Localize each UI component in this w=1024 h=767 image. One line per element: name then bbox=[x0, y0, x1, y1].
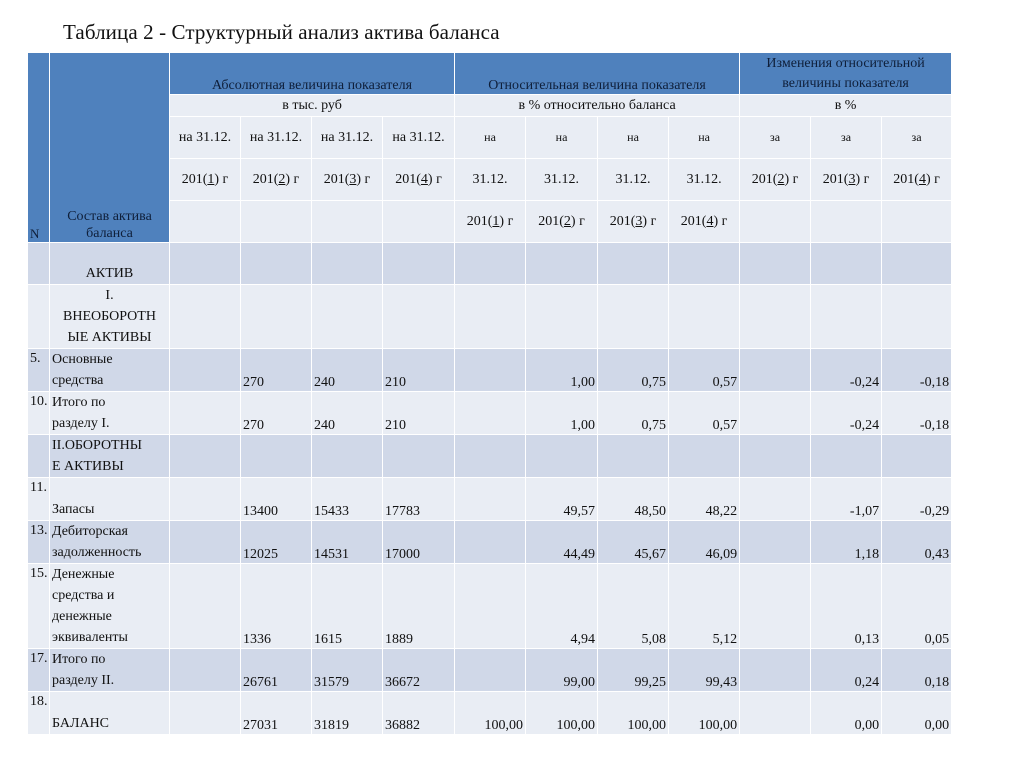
table-row bbox=[28, 692, 952, 735]
abs-year-1 bbox=[170, 159, 241, 201]
chg-year-text-2-num: 3 bbox=[848, 171, 856, 187]
value-cell bbox=[740, 243, 811, 285]
value-cell bbox=[455, 478, 526, 521]
value-cell: -0,18 bbox=[882, 349, 952, 392]
rel-date-2: 31.12. bbox=[526, 159, 598, 201]
rel-year-text-4-num: 4 bbox=[706, 213, 714, 229]
row-label bbox=[50, 349, 170, 392]
row-label-line: Дебиторская bbox=[52, 524, 128, 539]
value-cell bbox=[740, 478, 811, 521]
chg-year-3 bbox=[882, 159, 952, 201]
value-cell bbox=[740, 564, 811, 649]
value-cell bbox=[740, 349, 811, 392]
name-header: Состав актива баланса bbox=[50, 53, 170, 243]
value-cell: 99,00 bbox=[526, 649, 598, 692]
value-cell: 1889 bbox=[383, 564, 455, 649]
value-cell: 36882 bbox=[383, 692, 455, 735]
value-cell: 100,00 bbox=[526, 692, 598, 735]
row-label-line: средства bbox=[52, 373, 104, 388]
value-cell: 12025 bbox=[241, 521, 312, 564]
value-cell bbox=[455, 392, 526, 435]
row-number: 5. bbox=[28, 349, 50, 392]
abs-year-text-2: 201(2) г bbox=[252, 171, 300, 187]
row-number bbox=[28, 243, 50, 285]
value-cell bbox=[383, 243, 455, 285]
value-cell: 0,57 bbox=[669, 349, 740, 392]
value-cell bbox=[455, 285, 526, 349]
row-label-line: БАЛАНС bbox=[52, 716, 110, 731]
value-cell bbox=[740, 392, 811, 435]
chg-period-label-2: за bbox=[811, 117, 882, 159]
abs-year-text-1: 201(1) г bbox=[181, 171, 229, 187]
value-cell bbox=[811, 285, 882, 349]
value-cell bbox=[740, 285, 811, 349]
abs-year-text-4-num: 4 bbox=[420, 171, 428, 187]
table-row bbox=[28, 349, 952, 392]
value-cell bbox=[740, 435, 811, 478]
table-row bbox=[28, 649, 952, 692]
abs-date-label-2: на 31.12. bbox=[241, 117, 312, 159]
value-cell: 1615 bbox=[312, 564, 383, 649]
table-row bbox=[28, 392, 952, 435]
value-cell: 44,49 bbox=[526, 521, 598, 564]
value-cell: 99,43 bbox=[669, 649, 740, 692]
value-cell: 240 bbox=[312, 392, 383, 435]
rel-group-header: Относительная величина показателя bbox=[455, 53, 740, 95]
abs-year-text-1-num: 1 bbox=[207, 171, 215, 187]
abs-date-label-4: на 31.12. bbox=[383, 117, 455, 159]
rel-date-1: 31.12. bbox=[455, 159, 526, 201]
row-label-line: Запасы bbox=[52, 502, 95, 517]
abs-year-2 bbox=[241, 159, 312, 201]
value-cell: 4,94 bbox=[526, 564, 598, 649]
value-cell: 0,75 bbox=[598, 392, 669, 435]
row-label-line: разделу II. bbox=[52, 673, 115, 688]
value-cell bbox=[170, 692, 241, 735]
row-label-line: Итого по bbox=[52, 395, 106, 410]
row-label-line: средства и bbox=[52, 588, 115, 603]
value-cell bbox=[669, 243, 740, 285]
chg-blank-1 bbox=[740, 201, 811, 243]
value-cell bbox=[598, 285, 669, 349]
row-label bbox=[50, 243, 170, 285]
abs-date-label-1: на 31.12. bbox=[170, 117, 241, 159]
value-cell: 0,00 bbox=[882, 692, 952, 735]
chg-period-label-1: за bbox=[740, 117, 811, 159]
value-cell: 1336 bbox=[241, 564, 312, 649]
value-cell bbox=[526, 285, 598, 349]
value-cell bbox=[669, 285, 740, 349]
row-label-line: Основные bbox=[52, 352, 113, 367]
value-cell bbox=[811, 243, 882, 285]
value-cell: 0,13 bbox=[811, 564, 882, 649]
row-label bbox=[50, 521, 170, 564]
value-cell: 270 bbox=[241, 349, 312, 392]
row-number: 11. bbox=[28, 478, 50, 521]
value-cell bbox=[455, 521, 526, 564]
row-label-line: эквиваленты bbox=[52, 630, 128, 645]
value-cell: 0,05 bbox=[882, 564, 952, 649]
value-cell: 26761 bbox=[241, 649, 312, 692]
value-cell bbox=[455, 564, 526, 649]
rel-year-text-2-num: 2 bbox=[563, 213, 571, 229]
rel-date-label-4: на bbox=[669, 117, 740, 159]
value-cell: 100,00 bbox=[598, 692, 669, 735]
abs-group-header: Абсолютная величина показателя bbox=[170, 53, 455, 95]
rel-date-label-2: на bbox=[526, 117, 598, 159]
value-cell: 0,75 bbox=[598, 349, 669, 392]
row-label bbox=[50, 564, 170, 649]
value-cell bbox=[740, 521, 811, 564]
row-number: 17. bbox=[28, 649, 50, 692]
chg-year-1 bbox=[740, 159, 811, 201]
rel-year-text-1-num: 1 bbox=[492, 213, 500, 229]
abs-blank-3 bbox=[312, 201, 383, 243]
value-cell: 1,00 bbox=[526, 349, 598, 392]
row-label-line: АКТИВ bbox=[85, 266, 134, 281]
value-cell: 100,00 bbox=[455, 692, 526, 735]
chg-period-label-3: за bbox=[882, 117, 952, 159]
value-cell: 48,22 bbox=[669, 478, 740, 521]
table-row bbox=[28, 243, 952, 285]
value-cell bbox=[598, 435, 669, 478]
abs-year-3 bbox=[312, 159, 383, 201]
value-cell bbox=[740, 692, 811, 735]
value-cell bbox=[170, 649, 241, 692]
value-cell: 5,08 bbox=[598, 564, 669, 649]
row-number: 10. bbox=[28, 392, 50, 435]
row-number: 13. bbox=[28, 521, 50, 564]
value-cell: -0,24 bbox=[811, 392, 882, 435]
abs-year-text-3: 201(3) г bbox=[323, 171, 371, 187]
value-cell: 36672 bbox=[383, 649, 455, 692]
chg-year-text-3: 201(4) г bbox=[893, 171, 940, 187]
value-cell bbox=[170, 392, 241, 435]
row-label bbox=[50, 285, 170, 349]
value-cell bbox=[170, 435, 241, 478]
value-cell bbox=[170, 285, 241, 349]
row-label-line: ВНЕОБОРОТН bbox=[63, 309, 156, 324]
abs-year-text-2-num: 2 bbox=[278, 171, 286, 187]
value-cell: 31579 bbox=[312, 649, 383, 692]
row-label-line: Итого по bbox=[52, 652, 106, 667]
page-title: Таблица 2 - Структурный анализ актива баланса bbox=[63, 20, 500, 44]
row-label-line: Денежные bbox=[52, 567, 115, 582]
value-cell: 46,09 bbox=[669, 521, 740, 564]
value-cell: -1,07 bbox=[811, 478, 882, 521]
abs-blank-1 bbox=[170, 201, 241, 243]
value-cell: 270 bbox=[241, 392, 312, 435]
value-cell bbox=[170, 478, 241, 521]
chg-blank-2 bbox=[811, 201, 882, 243]
table-row bbox=[28, 564, 952, 649]
chg-year-text-3-num: 4 bbox=[918, 171, 926, 187]
value-cell: 210 bbox=[383, 349, 455, 392]
value-cell bbox=[882, 285, 952, 349]
row-label-line: задолженность bbox=[52, 545, 142, 560]
value-cell bbox=[312, 285, 383, 349]
value-cell: 45,67 bbox=[598, 521, 669, 564]
value-cell: 15433 bbox=[312, 478, 383, 521]
row-label-line: ЫЕ АКТИВЫ bbox=[67, 330, 152, 345]
abs-blank-2 bbox=[241, 201, 312, 243]
rel-date-label-1: на bbox=[455, 117, 526, 159]
value-cell bbox=[312, 435, 383, 478]
value-cell: 31819 bbox=[312, 692, 383, 735]
chg-unit: в % bbox=[740, 95, 952, 117]
value-cell: 1,18 bbox=[811, 521, 882, 564]
value-cell bbox=[170, 349, 241, 392]
value-cell bbox=[383, 435, 455, 478]
value-cell: 0,43 bbox=[882, 521, 952, 564]
chg-group-header: Изменения относительной величины показателя bbox=[740, 53, 952, 95]
value-cell bbox=[312, 243, 383, 285]
chg-blank-3 bbox=[882, 201, 952, 243]
value-cell: 0,00 bbox=[811, 692, 882, 735]
value-cell: 1,00 bbox=[526, 392, 598, 435]
value-cell bbox=[598, 243, 669, 285]
value-cell: 27031 bbox=[241, 692, 312, 735]
value-cell bbox=[170, 521, 241, 564]
rel-year-text-3-num: 3 bbox=[635, 213, 643, 229]
value-cell: 0,57 bbox=[669, 392, 740, 435]
value-cell bbox=[526, 243, 598, 285]
value-cell: -0,24 bbox=[811, 349, 882, 392]
rel-year-text-2: 201(2) г bbox=[538, 213, 585, 229]
rel-year-4 bbox=[669, 201, 740, 243]
value-cell: 17000 bbox=[383, 521, 455, 564]
abs-year-text-3-num: 3 bbox=[349, 171, 357, 187]
value-cell bbox=[455, 243, 526, 285]
row-label-line: разделу I. bbox=[52, 416, 110, 431]
rel-year-text-3: 201(3) г bbox=[609, 213, 657, 229]
rel-year-1 bbox=[455, 201, 526, 243]
value-cell bbox=[170, 243, 241, 285]
asset-structure-table bbox=[27, 52, 952, 735]
value-cell bbox=[241, 243, 312, 285]
row-number bbox=[28, 435, 50, 478]
chg-year-text-2: 201(3) г bbox=[822, 171, 870, 187]
row-label bbox=[50, 649, 170, 692]
value-cell: 0,18 bbox=[882, 649, 952, 692]
value-cell bbox=[740, 649, 811, 692]
rel-year-2 bbox=[526, 201, 598, 243]
table-row bbox=[28, 478, 952, 521]
rel-date-3: 31.12. bbox=[598, 159, 669, 201]
value-cell: 5,12 bbox=[669, 564, 740, 649]
value-cell bbox=[241, 285, 312, 349]
table-row bbox=[28, 435, 952, 478]
abs-blank-4 bbox=[383, 201, 455, 243]
value-cell bbox=[811, 435, 882, 478]
value-cell bbox=[882, 435, 952, 478]
table-row bbox=[28, 285, 952, 349]
rel-year-3 bbox=[598, 201, 669, 243]
value-cell: 17783 bbox=[383, 478, 455, 521]
rel-year-text-4: 201(4) г bbox=[680, 213, 728, 229]
chg-year-text-1: 201(2) г bbox=[751, 171, 799, 187]
chg-year-text-1-num: 2 bbox=[777, 171, 785, 187]
abs-year-4 bbox=[383, 159, 455, 201]
value-cell: 100,00 bbox=[669, 692, 740, 735]
value-cell bbox=[455, 435, 526, 478]
row-number bbox=[28, 285, 50, 349]
row-label-line: Е АКТИВЫ bbox=[52, 459, 124, 474]
value-cell bbox=[455, 649, 526, 692]
value-cell bbox=[526, 435, 598, 478]
value-cell bbox=[669, 435, 740, 478]
row-label bbox=[50, 435, 170, 478]
abs-unit: в тыс. руб bbox=[170, 95, 455, 117]
rel-year-text-1: 201(1) г bbox=[466, 213, 514, 229]
value-cell: -0,29 bbox=[882, 478, 952, 521]
rel-date-4: 31.12. bbox=[669, 159, 740, 201]
row-label bbox=[50, 478, 170, 521]
value-cell: 48,50 bbox=[598, 478, 669, 521]
value-cell bbox=[241, 435, 312, 478]
rel-unit: в % относительно баланса bbox=[455, 95, 740, 117]
n-header: N bbox=[28, 53, 50, 243]
value-cell: -0,18 bbox=[882, 392, 952, 435]
value-cell bbox=[170, 564, 241, 649]
value-cell: 240 bbox=[312, 349, 383, 392]
table-row bbox=[28, 521, 952, 564]
row-label-line bbox=[52, 692, 167, 713]
row-number: 15. bbox=[28, 564, 50, 649]
row-label bbox=[50, 392, 170, 435]
abs-date-label-3: на 31.12. bbox=[312, 117, 383, 159]
value-cell bbox=[455, 349, 526, 392]
value-cell: 13400 bbox=[241, 478, 312, 521]
row-label-line: II.ОБОРОТНЫ bbox=[52, 438, 142, 453]
abs-year-text-4: 201(4) г bbox=[395, 171, 442, 187]
value-cell: 0,24 bbox=[811, 649, 882, 692]
value-cell: 210 bbox=[383, 392, 455, 435]
chg-year-2 bbox=[811, 159, 882, 201]
value-cell: 14531 bbox=[312, 521, 383, 564]
rel-date-label-3: на bbox=[598, 117, 669, 159]
value-cell bbox=[383, 285, 455, 349]
row-number: 18. bbox=[28, 692, 50, 735]
row-label bbox=[50, 692, 170, 735]
value-cell bbox=[882, 243, 952, 285]
value-cell: 49,57 bbox=[526, 478, 598, 521]
value-cell: 99,25 bbox=[598, 649, 669, 692]
row-label-line: I. bbox=[105, 288, 114, 303]
row-label-line bbox=[52, 478, 167, 499]
row-label-line: денежные bbox=[52, 609, 112, 624]
